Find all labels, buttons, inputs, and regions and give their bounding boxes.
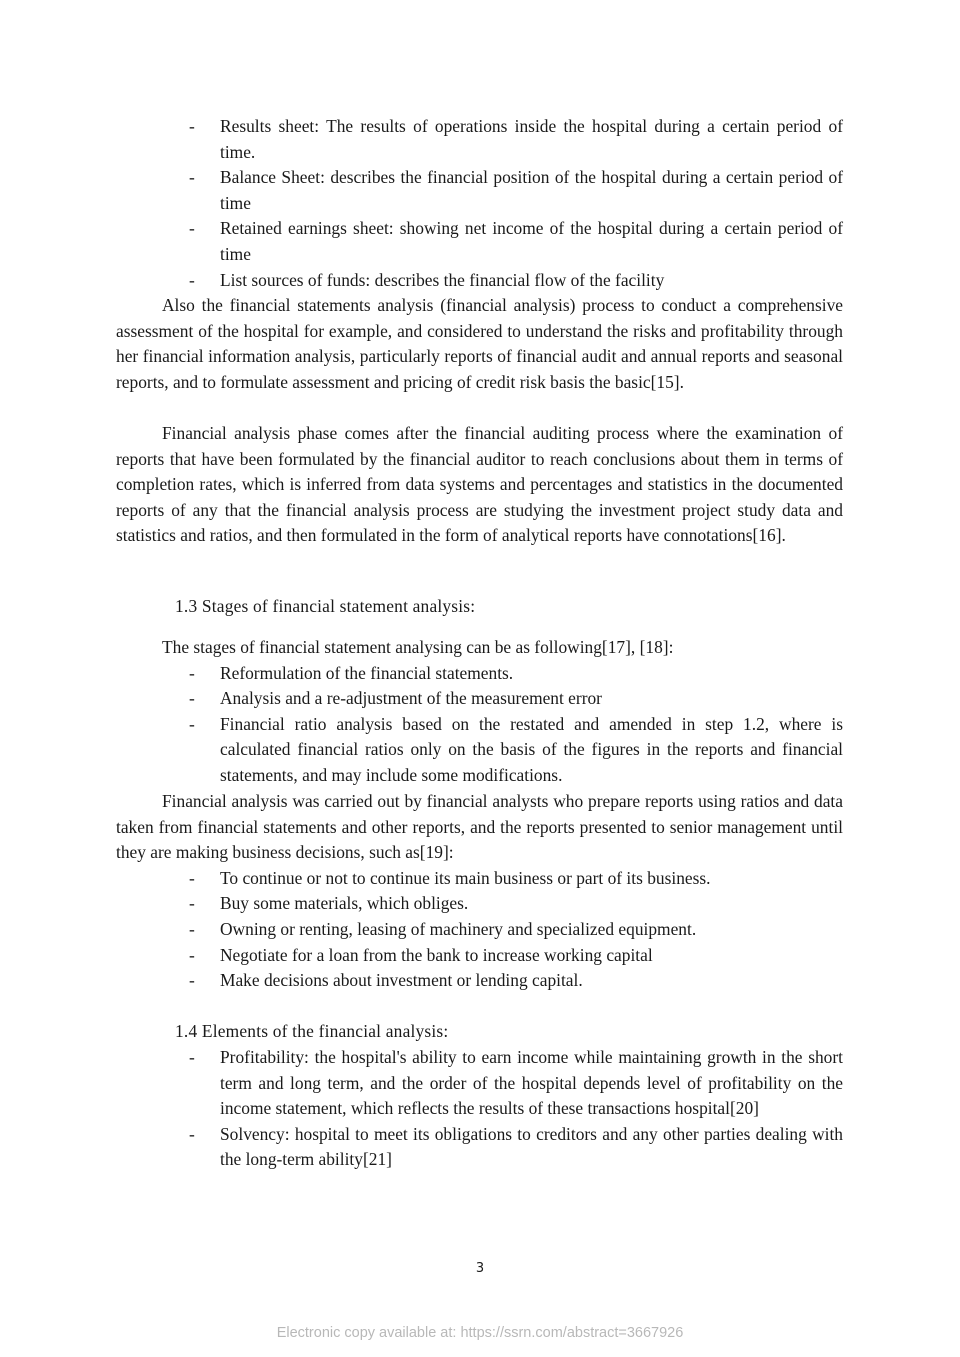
list-item: - To continue or not to continue its main business or part of its business. [116,866,843,892]
list-item: - Buy some materials, which obliges. [116,891,843,917]
footer-note: Electronic copy available at: https://ssrn.com/abstract=3667926 [276,1325,684,1341]
list-item: - Make decisions about investment or lending capital. [116,968,843,994]
paragraph-text: Financial analysis was carried out by financial analysts who prepare reports using ratios and data taken from financial statements and other reports, and the reports presented to senior management until they are making business decisions, such as[19]: [116,791,843,863]
stages-section [116,635,843,789]
section-heading-1-4: 1.4 Elements of the financial analysis: [175,1021,449,1041]
list-item: - List sources of funds: describes the financial flow of the facility [116,268,843,294]
list-item: - Analysis and a re-adjustment of the measurement error [116,686,843,712]
list-item: - Solvency: hospital to meet its obligations to creditors and any other parties dealing with the long-term ability[21] [116,1122,843,1173]
list-item: - Negotiate for a loan from the bank to increase working capital [116,943,843,969]
elements-list [116,1045,843,1173]
list-item: - Owning or renting, leasing of machinery and specialized equipment. [116,917,843,943]
list-item: - Financial ratio analysis based on the restated and amended in step 1.2, where is calculated financial ratios only on the basis of the figures in the reports and financial statements, and may include some modifications. [116,712,843,789]
paragraph-text: Financial analysis phase comes after the financial auditing process where the examination of reports that have been formulated by the financial auditor to reach conclusions about them in terms of completion rates, which is inferred from data systems and percentages and statistics in the documented reports of any that the financial analysis process are studying the investment project study data and statistics and ratios, and then formulated in the form of analytical reports have connotations[16]. [116,423,843,546]
financial-statements-list [116,114,843,293]
paragraph [116,421,843,549]
list-item: - Results sheet: The results of operations inside the hospital during a certain period of time. [116,114,843,165]
page-number: 3 [475,1261,485,1276]
list-item: - Profitability: the hospital's ability to earn income while maintaining growth in the short term and long term, and the order of the hospital depends level of profitability on the income statement, which reflects the results of these transactions hospital[20] [116,1045,843,1122]
list-item: - Balance Sheet: describes the financial position of the hospital during a certain period of time [116,165,843,216]
section-heading-1-3: 1.3 Stages of financial statement analysis: [175,596,476,616]
decisions-section [116,789,843,994]
list-item: - Retained earnings sheet: showing net income of the hospital during a certain period of time [116,216,843,267]
paragraph-text: The stages of financial statement analysing can be as following[17], [18]: [162,637,674,657]
paragraph-text: Also the financial statements analysis (financial analysis) process to conduct a comprehensive assessment of the hospital for example, and considered to understand the risks and profitability through her financial information analysis, particularly reports of financial audit and annual reports and seasonal reports, and to formulate assessment and pricing of credit risk basis the basic[15]. [116,295,843,392]
list-item: - Reformulation of the financial statements. [116,661,843,687]
paragraph [116,293,843,395]
